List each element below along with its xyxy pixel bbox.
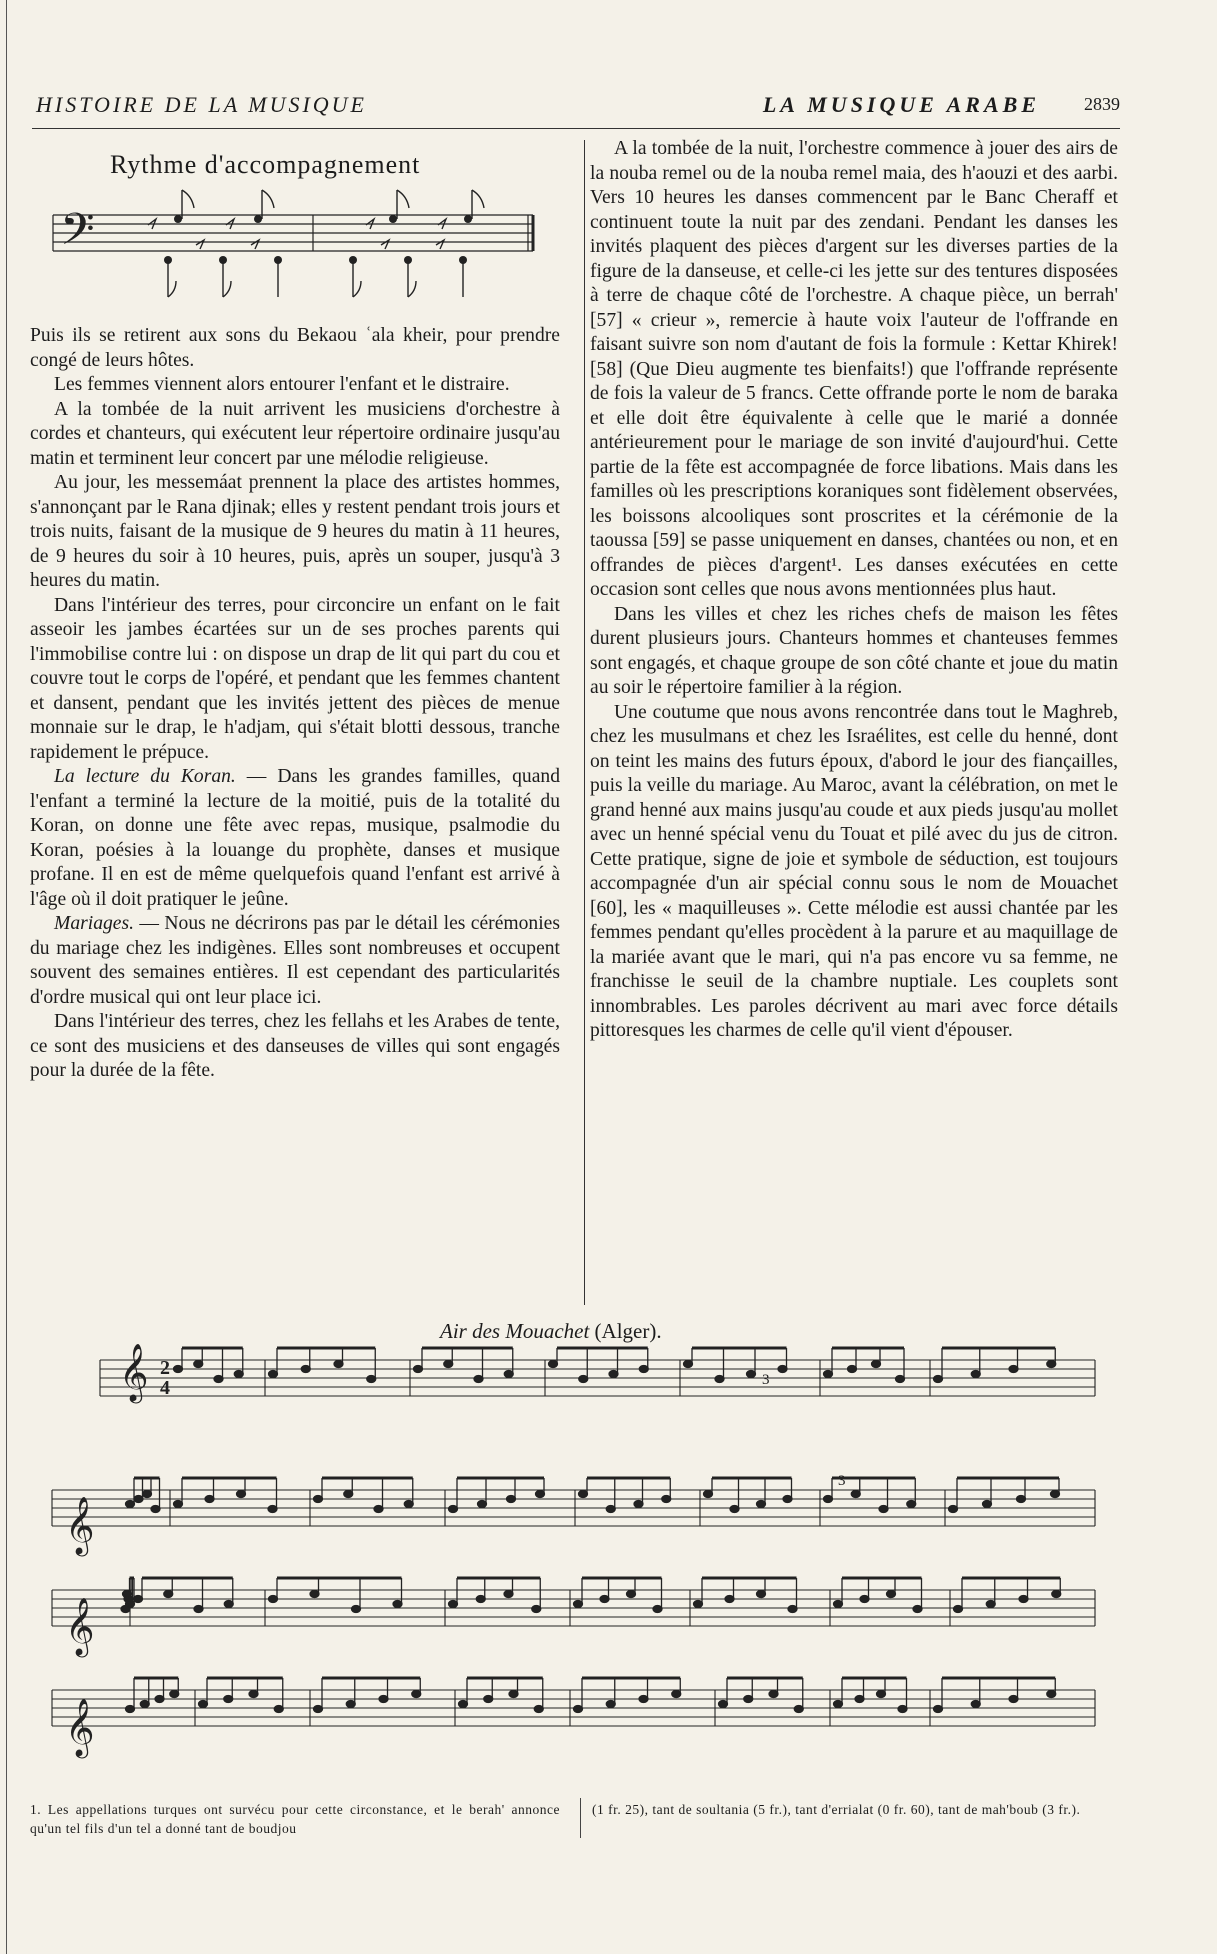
header-rule	[32, 128, 1120, 129]
section-head: Mariages.	[54, 913, 135, 934]
note-head	[194, 1606, 203, 1613]
note-head	[459, 1701, 468, 1708]
note-head	[249, 1691, 258, 1698]
paragraph-body: — Nous ne décrirons pas par le détail les cérémonies du mariage chez les indigènes. Elles sont nombreuses et occupent souvent des semaines entières. Il est cependant des particularités d'ordre musical qui ont leur place ici.	[30, 913, 560, 1008]
note-head	[1052, 1591, 1061, 1598]
note-head	[134, 1496, 143, 1503]
time-signature-bottom: 4	[160, 1377, 170, 1399]
footnote-left: 1. Les appellations turques ont survécu pour cette circonstance, et le berah' annonce qu'un tel fils d'un tel a donné tant de boudjou	[30, 1802, 560, 1836]
note-head	[769, 1691, 778, 1698]
note-head	[534, 1706, 543, 1713]
triplet-mark: 3	[762, 1372, 770, 1388]
note-head	[639, 1696, 648, 1703]
footnote-rule	[580, 1798, 581, 1838]
rhythm-title: Rythme d'accompagnement	[110, 150, 421, 179]
note-head	[478, 1501, 487, 1508]
paragraph: A la tombée de la nuit, l'orchestre commence à jouer des airs de la nouba remel ou de la nouba remel maia, des h'aouzi et des aarbi. Vers 10 heures les danses commencent par le Banc Cheraff et continuent toute la nuit par des zendani. Pendant les danses les invités plaquent des pièces d'argent sur les diverses parties de la figure de la danseuse, et celle-ci les jette sur des tentures disposées à terre de chaque côté de l'orchestre. A chaque pièce, un berrah' [57] « crieur », remercie à haute voix l'auteur de l'offrande en faisant suivre son nom d'autant de fois la formule : Kettar Khirek! [58] (Que Dieu augmente tes bienfaits!) que l'offrande représente de fois la valeur de 5 francs. Cette offrande porte le nom de baraka et elle doit être équivalente à celle que le marié a donnée antérieurement pour le mariage de son invité d'aujourd'hui. Cette partie de la fête est accompagnée de force libations. Mais dans les familles où les prescriptions koraniques sont fidèlement observées, les boissons alcooliques sont proscrites et la cérémonie de la taoussa [59] se passe uniquement en danses, chantées ou non, et en offrandes de pièces d'argent¹. Les danses exécutées en cette occasion sont celles que nous avons mentionnées plus haut.	[590, 138, 1118, 600]
note-head	[334, 1361, 343, 1368]
note-head	[151, 1506, 160, 1513]
note-head	[224, 1601, 233, 1608]
right-column	[590, 137, 1118, 1044]
note-head	[1047, 1691, 1056, 1698]
paragraph	[30, 765, 560, 912]
note-head	[374, 1506, 383, 1513]
note-head	[234, 1371, 243, 1378]
note-head	[971, 1701, 980, 1708]
note-head	[788, 1606, 797, 1613]
note-head	[744, 1696, 753, 1703]
note-head	[986, 1601, 995, 1608]
note-head	[449, 1506, 458, 1513]
note-head	[639, 1366, 648, 1373]
note-head	[449, 1601, 458, 1608]
section-head: La lecture du Koran.	[54, 766, 236, 787]
note-head	[715, 1376, 724, 1383]
note-head	[314, 1706, 323, 1713]
note-head	[1019, 1596, 1028, 1603]
note-head	[848, 1366, 857, 1373]
rhythm-notation	[48, 185, 558, 315]
note-head	[834, 1701, 843, 1708]
note-head	[672, 1691, 681, 1698]
note-head	[214, 1376, 223, 1383]
note-head	[274, 1706, 283, 1713]
note-head	[949, 1506, 958, 1513]
note-head	[757, 1501, 766, 1508]
paragraph: Une coutume que nous avons rencontrée dans tout le Maghreb, chez les musulmans et chez les Israélites, est celle du henné, dont on teint les mains des futurs époux, d'abord le jour des fiançailles, puis la veille du mariage. Au Maroc, avant la célébration, on met le grand henné aux mains jusqu'au coude et aux pieds jusqu'au mollet avec un henné spécial venu du Touat et pilé avec du jus de citron. Cette pratique, signe de joie et symbole de séduction, est toujours accompagnée d'un air spécial connu sous le nom de Mouachet [60], les « maquilleuses ». Cette mélodie est aussi chantée par les femmes pendant qu'elles procèdent à la parure et au maquillage de la mariée avant que le mari, qui n'a pas encore vu sa femme, ne franchisse le seuil de la chambre nuptiale. Les couplets sont innombrables. Les paroles décrivent au mari avec force détails pittoresques les charmes de celle qu'il vient d'épouser.	[590, 701, 1118, 1041]
note-head	[725, 1596, 734, 1603]
paragraph: Les femmes viennent alors entourer l'enfant et le distraire.	[54, 374, 510, 395]
note-head	[860, 1596, 869, 1603]
note-head	[887, 1591, 896, 1598]
note-head	[855, 1696, 864, 1703]
note-head	[314, 1496, 323, 1503]
page-number: 2839	[1084, 94, 1120, 114]
paragraph: Puis ils se retirent aux sons du Bekaou ʿala kheir, pour prendre congé de leurs hôtes.	[30, 325, 560, 371]
note-head	[1009, 1366, 1018, 1373]
note-head	[504, 1371, 513, 1378]
note-head	[536, 1491, 545, 1498]
running-head-left: HISTOIRE DE LA MUSIQUE	[36, 92, 367, 117]
note-head	[574, 1706, 583, 1713]
note-head	[367, 1376, 376, 1383]
note-head	[170, 1691, 179, 1698]
note-head	[476, 1596, 485, 1603]
note-head	[730, 1506, 739, 1513]
note-head	[1009, 1696, 1018, 1703]
note-head	[155, 1696, 164, 1703]
note-head	[124, 1596, 133, 1603]
note-head	[126, 1601, 135, 1608]
note-head	[504, 1591, 513, 1598]
note-head	[140, 1701, 149, 1708]
note-head	[346, 1701, 355, 1708]
note-head	[414, 1366, 423, 1373]
paragraph: Dans l'intérieur des terres, pour circoncire un enfant on le fait asseoir les jambes écartées sur un de ses proches parents qui l'immobilise contre lui : on dispose un drap de lit qui part du cou et couvre tout le corps de l'opéré, et pendant que les femmes chantent et dansent, pendant que les invités jettent des pièces de menue monnaie sur le drap, le h'adjam, qui s'était blotti dessous, tranche rapidement le prépuce.	[30, 594, 560, 763]
paragraph: Dans l'intérieur des terres, chez les fellahs et les Arabes de tente, ce sont des musiciens et des danseuses de villes qui sont engagés pour la durée de la fête.	[30, 1011, 560, 1081]
note-head	[507, 1496, 516, 1503]
note-head	[778, 1366, 787, 1373]
note-head	[412, 1691, 421, 1698]
note-head	[600, 1596, 609, 1603]
note-head	[834, 1601, 843, 1608]
treble-clef: 𝄞	[65, 1496, 95, 1554]
note-head	[872, 1361, 881, 1368]
note-head	[913, 1606, 922, 1613]
note-head	[574, 1601, 583, 1608]
note-head	[824, 1496, 833, 1503]
note-head	[379, 1696, 388, 1703]
note-head	[174, 1501, 183, 1508]
note-head	[444, 1361, 453, 1368]
note-head	[757, 1591, 766, 1598]
note-head	[194, 1361, 203, 1368]
note-head	[794, 1706, 803, 1713]
music-title-italic: Air des Mouachet	[440, 1319, 590, 1343]
note-head	[851, 1491, 860, 1498]
note-head	[983, 1501, 992, 1508]
note-head	[1047, 1361, 1056, 1368]
note-head	[719, 1701, 728, 1708]
note-head	[627, 1591, 636, 1598]
note-head	[134, 1596, 143, 1603]
note-head	[653, 1606, 662, 1613]
note-head	[783, 1496, 792, 1503]
note-head	[879, 1506, 888, 1513]
footnote-right: (1 fr. 25), tant de soultania (5 fr.), tant d'errialat (0 fr. 60), tant de mah'boub (3 fr.).	[592, 1802, 1081, 1817]
note-head	[143, 1491, 152, 1498]
running-head-right: LA MUSIQUE ARABE	[762, 92, 1040, 117]
note-head	[237, 1491, 246, 1498]
note-head	[907, 1501, 916, 1508]
note-head	[579, 1376, 588, 1383]
note-head	[352, 1606, 361, 1613]
paragraph-body: — Dans les grandes familles, quand l'enfant a terminé la lecture de la moitié, puis de la totalité du Koran, on donne une fête avec repas, musique, psalmodie du Koran, poésies à la louange du prophète, danses et musique profane. Il en est de même quelquefois quand l'enfant est arrivé à l'âge où il doit pratiquer le jeûne.	[30, 766, 560, 910]
note-head	[393, 1601, 402, 1608]
treble-clef: 𝄞	[65, 1597, 95, 1655]
note-head	[579, 1491, 588, 1498]
note-head	[1051, 1491, 1060, 1498]
note-head	[532, 1606, 541, 1613]
svg-text:𝄢: 𝄢	[60, 203, 95, 266]
note-head	[484, 1696, 493, 1703]
note-head	[609, 1371, 618, 1378]
note-head	[404, 1501, 413, 1508]
note-head	[126, 1706, 135, 1713]
note-head	[121, 1606, 130, 1613]
paragraph: Dans les villes et chez les riches chefs de maison les fêtes durent plusieurs jours. Chanteurs hommes et chanteuses femmes sont engagés, et chaque groupe de son côté chante et joue du matin au soir le répertoire familier à la région.	[590, 603, 1118, 698]
note-head	[747, 1371, 756, 1378]
note-head	[684, 1361, 693, 1368]
note-head	[310, 1591, 319, 1598]
running-head	[32, 92, 1120, 126]
note-head	[824, 1371, 833, 1378]
left-column	[30, 324, 560, 1084]
note-head	[606, 1701, 615, 1708]
time-signature-top: 2	[160, 1357, 170, 1379]
note-head	[549, 1361, 558, 1368]
note-head	[934, 1376, 943, 1383]
note-head	[509, 1691, 518, 1698]
note-head	[704, 1491, 713, 1498]
note-head	[971, 1371, 980, 1378]
music-title-rest: (Alger).	[589, 1319, 662, 1343]
note-head	[606, 1506, 615, 1513]
note-head	[301, 1366, 310, 1373]
note-head	[126, 1501, 135, 1508]
note-head	[174, 1366, 183, 1373]
note-head	[123, 1591, 132, 1598]
paragraph	[30, 912, 560, 1010]
note-head	[205, 1496, 214, 1503]
note-head	[896, 1376, 905, 1383]
treble-clef: 𝄞	[65, 1698, 95, 1756]
note-head	[164, 1591, 173, 1598]
note-head	[634, 1501, 643, 1508]
note-head	[898, 1706, 907, 1713]
column-rule	[584, 140, 585, 1305]
note-head	[1017, 1496, 1026, 1503]
paragraph: A la tombée de la nuit arrivent les musiciens d'orchestre à cordes et chanteurs, qui exécutent leur répertoire ordinaire jusqu'au matin et terminent leur concert par une mélodie religieuse.	[30, 398, 560, 469]
note-head	[344, 1491, 353, 1498]
note-head	[224, 1696, 233, 1703]
page-edge-rule	[6, 0, 7, 1954]
music-title	[440, 1319, 662, 1344]
note-head	[954, 1606, 963, 1613]
note-head	[934, 1706, 943, 1713]
note-head	[694, 1601, 703, 1608]
note-head	[662, 1496, 671, 1503]
treble-clef: 𝄞	[119, 1343, 149, 1401]
note-head	[268, 1506, 277, 1513]
note-head	[269, 1596, 278, 1603]
note-head	[877, 1691, 886, 1698]
note-head	[199, 1701, 208, 1708]
paragraph: Au jour, les messemáat prennent la place des artistes hommes, s'annonçant par le Rana djinak; elles y restent pendant trois jours et trois nuits, faisant de la musique de 9 heures du matin à 11 heures, de 9 heures du soir à 10 heures, puis, après un souper, jusqu'à 3 heures du matin.	[30, 472, 560, 591]
note-head	[269, 1371, 278, 1378]
note-head	[474, 1376, 483, 1383]
triplet-mark: 3	[838, 1473, 846, 1489]
